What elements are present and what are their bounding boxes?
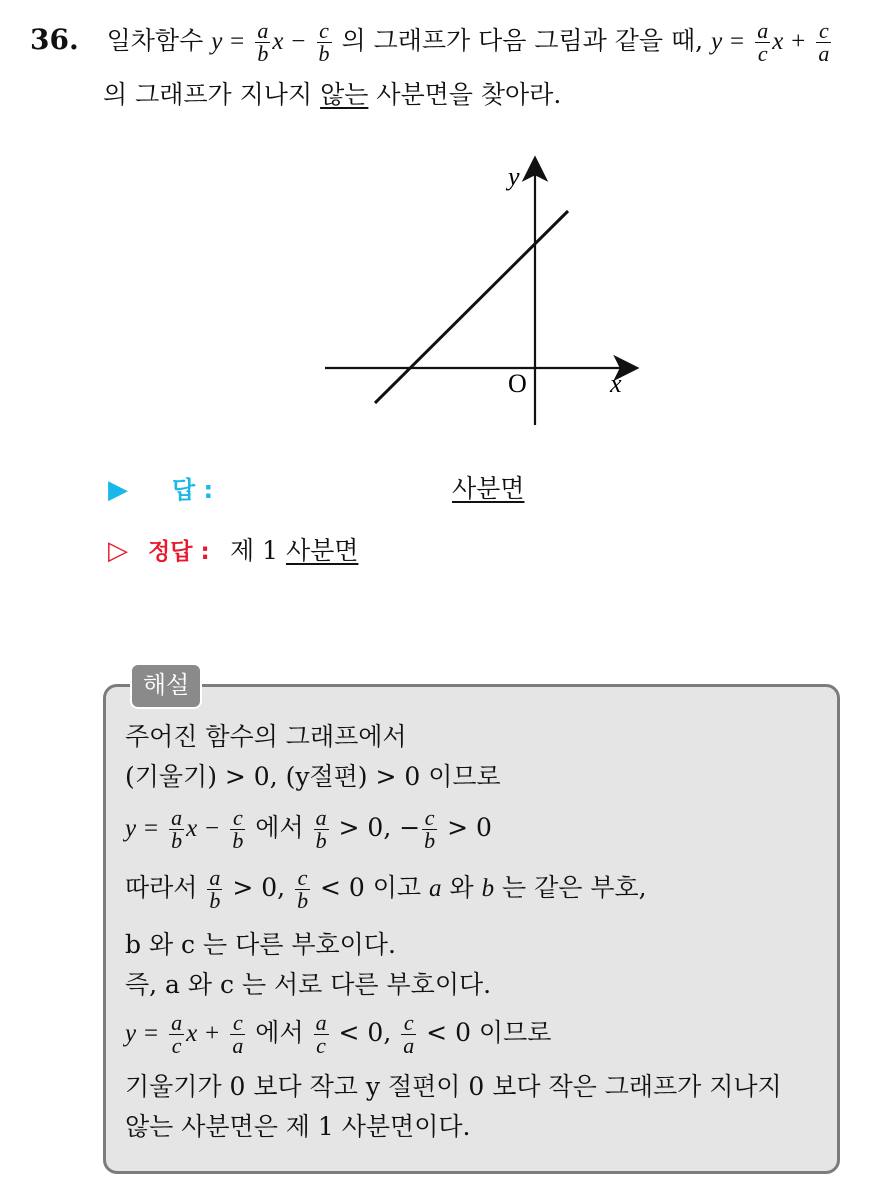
correct-label: 정답 : [148, 539, 210, 565]
correct-answer [230, 536, 358, 566]
explanation-line-3: y = $\frac{a}{b}$ x − $\frac{c}{b}$ 에서 $\frac{a}{b}$ > 0, − $\frac{c}{b}$ > 0 [125, 805, 492, 853]
answer-value: 사분면 [452, 474, 525, 503]
y-axis-label: y [508, 162, 520, 191]
problem-text: 일차함수 [106, 26, 204, 55]
underlined-word: 않는 [320, 80, 369, 109]
correct-prefix: 제 1 [230, 536, 279, 565]
explanation-line-7: y = $\frac{a}{c}$ x + $\frac{c}{a}$ 에서 $\frac{a}{c}$ < 0, $\frac{c}{a}$ < 0 이므로 [125, 1010, 552, 1058]
correct-marker-icon: ▷ [108, 536, 128, 566]
explanation-line-6: 즉, a 와 c 는 서로 다른 부호이다. [125, 970, 492, 999]
explanation-line-4: 따라서 $\frac{a}{b}$ > 0, $\frac{c}{b}$ < 0 이고 a 와 b 는 같은 부호, [125, 865, 647, 913]
problem-text: 의 그래프가 다음 그림과 같을 때, [341, 26, 704, 55]
fraction-c-over-b: $\frac{c}{b}$ [318, 18, 330, 66]
fraction-a-over-b: $\frac{a}{b}$ [257, 18, 269, 66]
fraction-a-over-c: $\frac{a}{c}$ [757, 18, 769, 66]
graph-line [375, 211, 568, 403]
function-graph [300, 150, 660, 440]
problem-text: 의 그래프가 지나지 [103, 80, 313, 109]
explanation-line-8: 기울기가 0 보다 작고 y 절편이 0 보다 작은 그래프가 지나지 [125, 1072, 782, 1101]
explanation-tag: 해설 [130, 663, 202, 709]
problem-number: 36. [30, 23, 79, 56]
explanation-line-1: 주어진 함수의 그래프에서 [125, 722, 407, 751]
equation-lhs: y = [711, 28, 746, 55]
correct-value: 사분면 [285, 536, 359, 565]
answer-label: 답 : [172, 476, 214, 504]
explanation-line-5: b 와 c 는 다른 부호이다. [125, 930, 396, 959]
x-axis-label: x [610, 369, 622, 398]
equation-term: x − [272, 28, 307, 55]
problem-text: 사분면을 찾아라. [376, 80, 562, 109]
problem-line-2 [103, 80, 561, 110]
equation-term: x + [772, 28, 807, 55]
fraction-c-over-a: $\frac{c}{a}$ [818, 18, 830, 66]
answer-marker-icon: ▶ [108, 475, 128, 505]
problem-line-1 [30, 20, 833, 65]
explanation-line-9: 않는 사분면은 제 1 사분면이다. [125, 1112, 471, 1141]
equation-lhs: y = [211, 28, 246, 55]
explanation-line-2: (기울기) > 0, (y절편) > 0 이므로 [125, 762, 501, 791]
origin-label: O [508, 369, 527, 398]
